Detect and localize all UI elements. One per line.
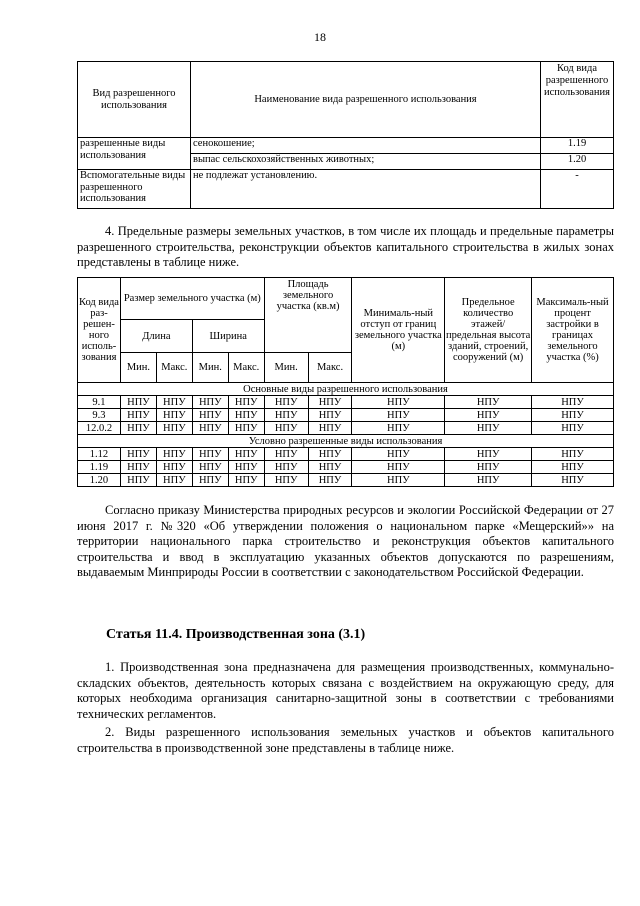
code-cell: 1.19 xyxy=(78,461,121,474)
value-cell: НПУ xyxy=(156,474,192,487)
value-cell: НПУ xyxy=(228,396,264,409)
value-cell: НПУ xyxy=(120,461,156,474)
value-cell: НПУ xyxy=(308,448,352,461)
value-cell: НПУ xyxy=(352,448,445,461)
value-cell: НПУ xyxy=(156,461,192,474)
code-cell: 1.20 xyxy=(78,474,121,487)
value-cell: НПУ xyxy=(228,409,264,422)
value-cell: НПУ xyxy=(192,422,228,435)
value-cell: НПУ xyxy=(532,448,614,461)
value-cell: НПУ xyxy=(192,396,228,409)
table2-header-width: Ширина xyxy=(192,320,264,353)
value-cell: НПУ xyxy=(308,396,352,409)
value-cell: НПУ xyxy=(532,474,614,487)
value-cell: НПУ xyxy=(445,409,532,422)
section-title: Основные виды разрешенного использования xyxy=(78,383,614,396)
code-cell: 1.12 xyxy=(78,448,121,461)
table-row xyxy=(78,396,614,409)
table1-name-cell: не подлежат установлению. xyxy=(191,170,541,209)
value-cell: НПУ xyxy=(192,409,228,422)
permitted-use-table xyxy=(77,61,614,209)
page-number: 18 xyxy=(314,30,326,44)
table1-type-cell: разрешенные виды использования xyxy=(78,138,191,170)
value-cell: НПУ xyxy=(445,461,532,474)
table-row xyxy=(78,138,614,170)
table2-header-max: Макс. xyxy=(156,353,192,383)
value-cell: НПУ xyxy=(445,422,532,435)
value-cell: НПУ xyxy=(120,422,156,435)
table2-header-area-max: Макс. xyxy=(308,353,352,383)
table2-header-area: Площадь земельного участка (кв.м) xyxy=(264,278,352,353)
value-cell: НПУ xyxy=(532,409,614,422)
code-cell: 9.1 xyxy=(78,396,121,409)
article-heading: Статья 11.4. Производственная зона (3.1) xyxy=(106,627,366,642)
paragraph-zone-purpose: 1. Производственная зона предназначена для размещения производственных, коммунально-складских объектов, деятельность которых связана с воздействием на окружающую среду, для которых необходима организация санитарно-защитной зоны в соответствии с требованиями технических регламентов. xyxy=(77,660,614,721)
value-cell: НПУ xyxy=(156,409,192,422)
table2-header-min: Мин. xyxy=(120,353,156,383)
table-row xyxy=(78,461,614,474)
table1-code-cell: 1.20 xyxy=(567,154,587,165)
table2-header-length: Длина xyxy=(120,320,192,353)
table2-header-max-percent: Максималь-ный процент застройки в границах земельного участка (%) xyxy=(532,278,614,383)
value-cell: НПУ xyxy=(120,474,156,487)
value-cell: НПУ xyxy=(192,448,228,461)
value-cell: НПУ xyxy=(228,461,264,474)
value-cell: НПУ xyxy=(120,409,156,422)
table1-code-cell: 1.19 xyxy=(541,138,613,154)
value-cell: НПУ xyxy=(156,422,192,435)
value-cell: НПУ xyxy=(308,474,352,487)
table-row xyxy=(78,448,614,461)
value-cell: НПУ xyxy=(120,448,156,461)
value-cell: НПУ xyxy=(264,461,308,474)
value-cell: НПУ xyxy=(445,474,532,487)
value-cell: НПУ xyxy=(308,409,352,422)
table-row xyxy=(78,170,614,209)
table1-header-type: Вид разрешенного использования xyxy=(78,62,191,138)
table2-header-max: Макс. xyxy=(228,353,264,383)
value-cell: НПУ xyxy=(352,422,445,435)
paragraph-zone-uses: 2. Виды разрешенного использования земельных участков и объектов капитального строительства в производственной зоне представлены в таблице ниже. xyxy=(77,725,614,755)
code-cell: 12.0.2 xyxy=(78,422,121,435)
value-cell: НПУ xyxy=(532,396,614,409)
table-row xyxy=(78,474,614,487)
table2-header-min: Мин. xyxy=(192,353,228,383)
value-cell: НПУ xyxy=(192,474,228,487)
value-cell: НПУ xyxy=(264,409,308,422)
table1-header-code: Код вида разрешенного использования xyxy=(541,62,614,138)
value-cell: НПУ xyxy=(192,461,228,474)
value-cell: НПУ xyxy=(264,422,308,435)
value-cell: НПУ xyxy=(228,474,264,487)
value-cell: НПУ xyxy=(228,448,264,461)
table2-header-min-indent: Минималь-ный отступ от границ земельного участка (м) xyxy=(352,278,445,383)
paragraph-limits-intro: 4. Предельные размеры земельных участков, в том числе их площадь и предельные параметры разрешенного строительства, реконструкции объектов капитального строительства в жилых зонах представлены в таблице ниже. xyxy=(77,224,614,269)
value-cell: НПУ xyxy=(445,448,532,461)
table-row xyxy=(78,409,614,422)
value-cell: НПУ xyxy=(308,422,352,435)
section-title: Условно разрешенные виды использования xyxy=(78,435,614,448)
table-row xyxy=(78,422,614,435)
value-cell: НПУ xyxy=(156,448,192,461)
value-cell: НПУ xyxy=(352,474,445,487)
table2-header-code: Код вида раз-решен-ного исполь-зования xyxy=(78,278,121,383)
table1-type-cell: Вспомогательные виды разрешенного использования xyxy=(78,170,191,209)
value-cell: НПУ xyxy=(228,422,264,435)
table2-header-area-min: Мин. xyxy=(264,353,308,383)
table1-name-cell: сенокошение; xyxy=(191,138,540,154)
value-cell: НПУ xyxy=(532,422,614,435)
table2-header-size: Размер земельного участка (м) xyxy=(120,278,264,320)
value-cell: НПУ xyxy=(445,396,532,409)
paragraph-order-reference: Согласно приказу Министерства природных ресурсов и экологии Российской Федерации от 27 июня 2017 г. №320 «Об утверждении положения о национальном парке «Мещерский»» на территории национального парка строительство и реконструкция объектов капитального строительства и ввод в эксплуатацию указанных объектов допускаются по разрешениям, выдаваемым Минприроды России в соответствии с законодательством Российской Федерации. xyxy=(77,503,614,579)
value-cell: НПУ xyxy=(264,448,308,461)
table-section-row xyxy=(78,383,614,396)
table1-code-cell: - xyxy=(541,170,614,209)
value-cell: НПУ xyxy=(264,474,308,487)
value-cell: НПУ xyxy=(308,461,352,474)
value-cell: НПУ xyxy=(120,396,156,409)
value-cell: НПУ xyxy=(352,409,445,422)
table2-header-floors: Предельное количество этажей/ предельная высота зданий, строений, сооружений (м) xyxy=(445,278,532,383)
value-cell: НПУ xyxy=(264,396,308,409)
table1-name-cell: выпас сельскохозяйственных животных; xyxy=(193,154,375,165)
limits-table xyxy=(77,277,614,487)
value-cell: НПУ xyxy=(352,461,445,474)
value-cell: НПУ xyxy=(156,396,192,409)
code-cell: 9.3 xyxy=(78,409,121,422)
value-cell: НПУ xyxy=(352,396,445,409)
value-cell: НПУ xyxy=(532,461,614,474)
table1-header-name: Наименование вида разрешенного использования xyxy=(191,62,541,138)
table-section-row xyxy=(78,435,614,448)
